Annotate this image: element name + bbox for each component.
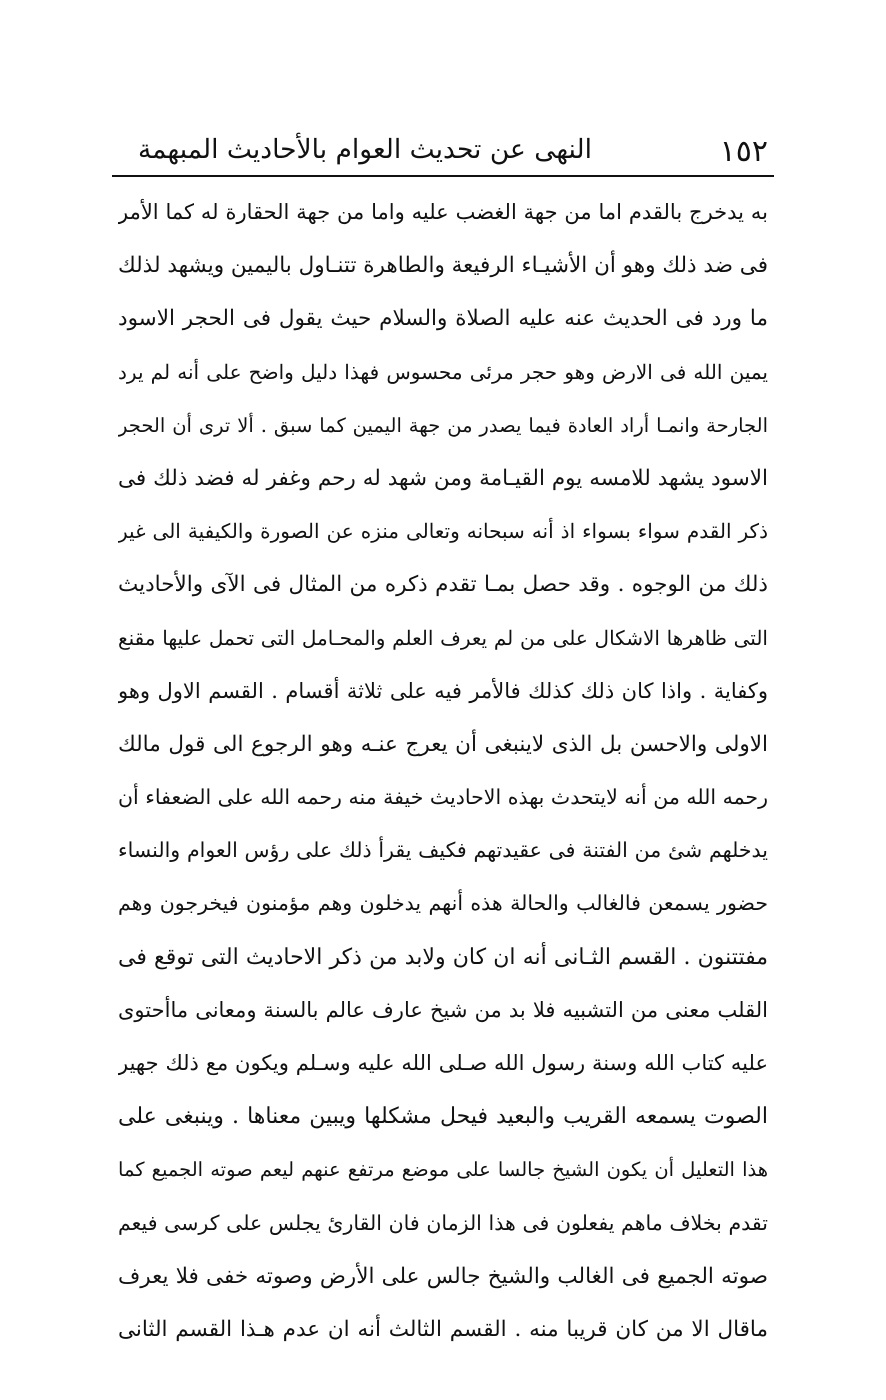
body-text [118, 186, 768, 1356]
page-number: ١٥٢ [719, 134, 768, 169]
text-line: ذلك من الوجوه . وقد حصل بمـا تقدم ذكره من المثال فى الآى والأحاديث [118, 572, 768, 598]
running-title: النهى عن تحديث العوام بالأحاديث المبهمة [137, 134, 592, 165]
running-head [118, 128, 768, 174]
text-line: تقدم بخلاف ماهم يفعلون فى هذا الزمان فان القارئ يجلس على كرسى فيعم [118, 1210, 768, 1235]
text-line: التى ظاهرها الاشكال على من لم يعرف العلم والمحـامل التى تحمل عليها مقنع [118, 625, 768, 650]
text-line: يدخلهم شئ من الفتنة فى عقيدتهم فكيف يقرأ ذلك على رؤس العوام والنساء [118, 838, 768, 863]
text-line: يمين الله فى الارض وهو حجر مرئى محسوس فهذا دليل واضح على أنه لم يرد [118, 359, 768, 384]
text-line: القلب معنى من التشبيه فلا بد من شيخ عارف عالم بالسنة ومعانى ماأحتوى [118, 997, 768, 1022]
text-line: ماقال الا من كان قريبا منه . القسم الثالث أنه ان عدم هـذا القسم الثانى [118, 1316, 768, 1342]
text-line: صوته الجميع فى الغالب والشيخ جالس على الأرض وصوته خفى فلا يعرف [118, 1263, 768, 1289]
text-line: فى ضد ذلك وهو أن الأشيـاء الرفيعة والطاهرة تتنـاول باليمين ويشهد لذلك [118, 253, 768, 279]
text-line: به يدخرج بالقدم اما من جهة الغضب عليه واما من جهة الحقارة له كما الأمر [118, 200, 768, 224]
text-line: الصوت يسمعه القريب والبعيد فيحل مشكلها ويبين معناها . وينبغى على [118, 1104, 768, 1130]
text-line: وكفاية . واذا كان ذلك كذلك فالأمر فيه على ثلاثة أقسام . القسم الاول وهو [118, 678, 768, 703]
text-line: هذا التعليل أن يكون الشيخ جالسا على موضع مرتفع عنهم ليعم صوته الجميع كما [118, 1158, 768, 1182]
text-line: ما ورد فى الحديث عنه عليه الصلاة والسلام حيث يقول فى الحجر الاسود [118, 306, 768, 332]
text-line: رحمه الله من أنه لايتحدث بهذه الاحاديث خيفة منه رحمه الله على الضعفاء أن [118, 785, 768, 810]
text-line: حضور يسمعن فالغالب والحالة هذه أنهم يدخلون وهم مؤمنون فيخرجون وهم [118, 891, 768, 916]
text-line: ذكر القدم سواء بسواء اذ أنه سبحانه وتعالى منزه عن الصورة والكيفية الى غير [118, 519, 768, 544]
text-line: مفتتنون . القسم الثـانى أنه ان كان ولابد من ذكر الاحاديث التى توقع فى [118, 944, 768, 970]
text-line: عليه كتاب الله وسنة رسول الله صـلى الله عليه وسـلم ويكون مع ذلك جهير [118, 1051, 768, 1075]
header-rule [112, 175, 774, 177]
text-line: الجارحة وانمـا أراد العادة فيما يصدر من جهة اليمين كما سبق . ألا ترى أن الحجر [118, 413, 768, 437]
text-line: الاسود يشهد للامسه يوم القيـامة ومن شهد له رحم وغفر له فضد ذلك فى [118, 465, 768, 491]
text-line: الاولى والاحسن بل الذى لاينبغى أن يعرج عنـه وهو الرجوع الى قول مالك [118, 731, 768, 757]
